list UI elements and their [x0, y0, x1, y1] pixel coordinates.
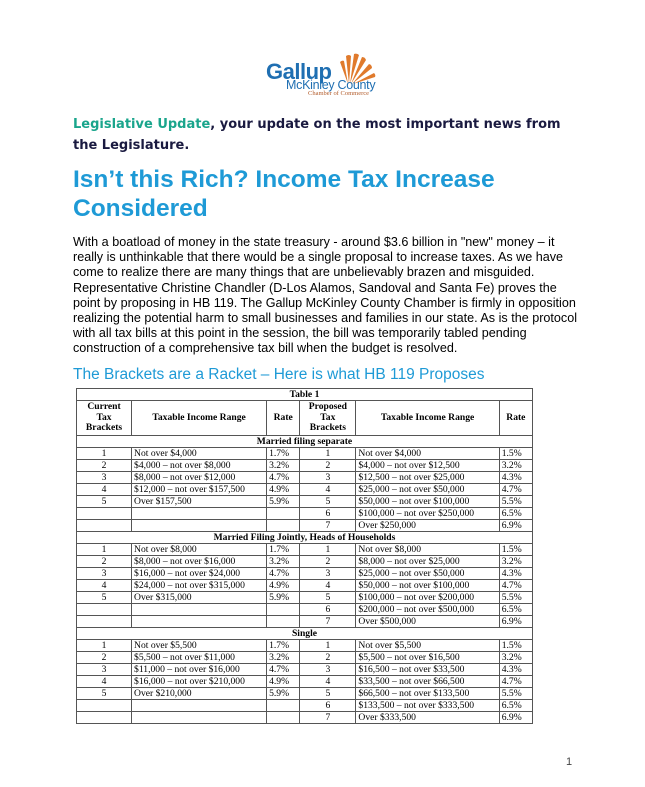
intro-highlight: Legislative Update — [73, 117, 211, 132]
table-cell: 6 — [300, 603, 356, 615]
table-cell: 2 — [300, 651, 356, 663]
table-cell: $16,000 – not over $24,000 — [132, 567, 267, 579]
table-cell: 5.9% — [267, 495, 300, 507]
table-cell: 6 — [300, 507, 356, 519]
table-cell: 6.9% — [499, 615, 532, 627]
table-row — [77, 543, 533, 555]
table-row — [77, 603, 533, 615]
table-cell — [132, 699, 267, 711]
table-cell: 6.9% — [499, 711, 532, 723]
table-cell — [132, 519, 267, 531]
table-cell: $4,000 – not over $12,500 — [356, 459, 499, 471]
table-cell: 3.2% — [499, 459, 532, 471]
table-cell: 3.2% — [267, 651, 300, 663]
table-cell — [77, 519, 132, 531]
table-cell: $12,500 – not over $25,000 — [356, 471, 499, 483]
column-header: Current Tax Brackets — [77, 401, 132, 436]
table-cell: 4.9% — [267, 675, 300, 687]
table-header-row — [77, 401, 533, 436]
table-cell: Not over $4,000 — [132, 447, 267, 459]
table-row — [77, 459, 533, 471]
table-cell: 4.7% — [499, 579, 532, 591]
table-cell: 3 — [77, 663, 132, 675]
logo-county: McKinley County — [286, 78, 376, 92]
table-cell: 7 — [300, 519, 356, 531]
table-cell: 4 — [300, 483, 356, 495]
table-cell: 5.9% — [267, 687, 300, 699]
intro-line — [73, 114, 573, 156]
table-cell: 7 — [300, 711, 356, 723]
table-cell: 3 — [300, 567, 356, 579]
table-cell: 3 — [77, 471, 132, 483]
table-cell: 5.5% — [499, 687, 532, 699]
table-cell: $8,000 – not over $16,000 — [132, 555, 267, 567]
table-cell — [77, 603, 132, 615]
table-cell — [267, 519, 300, 531]
table-cell: $50,000 – not over $100,000 — [356, 579, 499, 591]
table-cell: 3.2% — [267, 555, 300, 567]
table-cell: 5.5% — [499, 495, 532, 507]
table-cell: $11,000 – not over $16,000 — [132, 663, 267, 675]
table-cell: 3.2% — [499, 555, 532, 567]
table-row — [77, 519, 533, 531]
table-cell: 6.5% — [499, 603, 532, 615]
column-header: Rate — [499, 401, 532, 436]
table-cell: 4.3% — [499, 471, 532, 483]
table-cell: 2 — [77, 555, 132, 567]
table-cell: 4.7% — [267, 567, 300, 579]
table-cell — [77, 615, 132, 627]
table-cell: Over $315,000 — [132, 591, 267, 603]
table-cell: 3.2% — [267, 459, 300, 471]
table-cell — [267, 507, 300, 519]
section-label: Single — [77, 627, 533, 639]
table-cell: 6 — [300, 699, 356, 711]
table-cell: $25,000 – not over $50,000 — [356, 567, 499, 579]
table-cell: 4 — [300, 579, 356, 591]
table-row — [77, 663, 533, 675]
table-row — [77, 675, 533, 687]
table-row — [77, 579, 533, 591]
table-cell: 3 — [300, 471, 356, 483]
table-cell: 5 — [300, 495, 356, 507]
table-cell: 5 — [77, 495, 132, 507]
table-row — [77, 639, 533, 651]
article-body: With a boatload of money in the state treasury - around $3.6 billion in "new" money – it really is unthinkable that there would be a single proposal to increase taxes. As we have come to realize there are many things that are unbelievably brazen and misguided. Representative Christine Chandler (D-Los Alamos, Sandoval and Santa Fe) proves the point by proposing in HB 119. The Gallup McKinley County Chamber is firmly in opposition realizing the potential harm to small businesses and families in our state. As is the protocol with all tax bills at this point in the session, the bill was temporarily tabled pending construction of a comprehensive tax bill when the budget is resolved. — [73, 235, 578, 356]
section-subhead: The Brackets are a Racket – Here is what HB 119 Proposes — [73, 366, 485, 383]
table-cell: 1 — [300, 447, 356, 459]
table-cell: 1 — [300, 543, 356, 555]
table-cell: 4.3% — [499, 567, 532, 579]
table-cell: $8,000 – not over $25,000 — [356, 555, 499, 567]
table-cell: 1 — [77, 543, 132, 555]
table-row — [77, 507, 533, 519]
table-row — [77, 483, 533, 495]
table-row — [77, 615, 533, 627]
table-cell — [267, 603, 300, 615]
table-cell: 4.7% — [267, 663, 300, 675]
table-cell: 3.2% — [499, 651, 532, 663]
tax-brackets-table — [76, 388, 533, 724]
section-row — [77, 627, 533, 639]
table-row — [77, 471, 533, 483]
table-cell: 4 — [300, 675, 356, 687]
chamber-logo — [264, 52, 384, 104]
table-cell — [77, 711, 132, 723]
table-cell: 3 — [300, 663, 356, 675]
table-row — [77, 687, 533, 699]
table-cell: $12,000 – not over $157,500 — [132, 483, 267, 495]
table-cell: $100,000 – not over $200,000 — [356, 591, 499, 603]
table-cell: 4.9% — [267, 483, 300, 495]
table-cell: 4 — [77, 579, 132, 591]
table-cell: $100,000 – not over $250,000 — [356, 507, 499, 519]
table-cell: 2 — [77, 459, 132, 471]
table-cell: 1.7% — [267, 639, 300, 651]
table-cell: 1 — [77, 639, 132, 651]
section-label: Married Filing Jointly, Heads of Households — [77, 531, 533, 543]
table-cell: 5 — [300, 687, 356, 699]
table-cell: 2 — [77, 651, 132, 663]
section-row — [77, 531, 533, 543]
table-cell: 4 — [77, 675, 132, 687]
page-number: 1 — [566, 756, 573, 768]
table-cell: 2 — [300, 459, 356, 471]
table-cell: 4.7% — [499, 483, 532, 495]
table-row — [77, 591, 533, 603]
table-cell: 1.5% — [499, 543, 532, 555]
table-cell: 4.7% — [499, 675, 532, 687]
table-cell: $16,500 – not over $33,500 — [356, 663, 499, 675]
table-cell: 7 — [300, 615, 356, 627]
table-cell — [132, 507, 267, 519]
table-row — [77, 699, 533, 711]
table-cell: 4.9% — [267, 579, 300, 591]
table-cell: 6.5% — [499, 699, 532, 711]
table-cell: $133,500 – not over $333,500 — [356, 699, 499, 711]
table-cell: 6.5% — [499, 507, 532, 519]
table-cell: $16,000 – not over $210,000 — [132, 675, 267, 687]
table-cell: $66,500 – not over $133,500 — [356, 687, 499, 699]
section-row — [77, 435, 533, 447]
table-row — [77, 711, 533, 723]
table-cell: $4,000 – not over $8,000 — [132, 459, 267, 471]
table-cell: 4 — [77, 483, 132, 495]
table-cell — [132, 711, 267, 723]
table-cell: 2 — [300, 555, 356, 567]
table-cell: 5 — [300, 591, 356, 603]
table-cell: 5.5% — [499, 591, 532, 603]
table-cell: 1.5% — [499, 447, 532, 459]
table-cell: $33,500 – not over $66,500 — [356, 675, 499, 687]
table-cell: Over $210,000 — [132, 687, 267, 699]
table-cell: 4.3% — [499, 663, 532, 675]
table-cell — [77, 699, 132, 711]
table-cell — [132, 615, 267, 627]
table-row — [77, 495, 533, 507]
table-cell — [267, 699, 300, 711]
table-row — [77, 555, 533, 567]
table-cell: 5 — [77, 687, 132, 699]
table-cell: Not over $8,000 — [132, 543, 267, 555]
table-cell: 6.9% — [499, 519, 532, 531]
table-cell: 1 — [300, 639, 356, 651]
table-cell: $50,000 – not over $100,000 — [356, 495, 499, 507]
article-headline: Isn’t this Rich? Income Tax Increase Considered — [73, 166, 495, 222]
column-header: Taxable Income Range — [356, 401, 499, 436]
table-cell: $5,500 – not over $11,000 — [132, 651, 267, 663]
table-cell: Over $250,000 — [356, 519, 499, 531]
table-row — [77, 567, 533, 579]
table-cell: Over $500,000 — [356, 615, 499, 627]
logo-name: Gallup — [266, 59, 332, 84]
logo-chamber: Chamber of Commerce — [308, 90, 370, 97]
table-cell: $8,000 – not over $12,000 — [132, 471, 267, 483]
column-header: Taxable Income Range — [132, 401, 267, 436]
table-cell: $24,000 – not over $315,000 — [132, 579, 267, 591]
table-cell: Not over $4,000 — [356, 447, 499, 459]
table-cell: 3 — [77, 567, 132, 579]
table-cell: $200,000 – not over $500,000 — [356, 603, 499, 615]
table-cell — [77, 507, 132, 519]
table-cell — [267, 711, 300, 723]
table-cell: $5,500 – not over $16,500 — [356, 651, 499, 663]
table-cell: 5 — [77, 591, 132, 603]
table-cell: Over $333,500 — [356, 711, 499, 723]
table-cell: $25,000 – not over $50,000 — [356, 483, 499, 495]
table-title-row — [77, 389, 533, 401]
table-cell: Over $157,500 — [132, 495, 267, 507]
table-cell — [267, 615, 300, 627]
table-title: Table 1 — [77, 389, 533, 401]
table-cell: Not over $5,500 — [356, 639, 499, 651]
table-cell: 4.7% — [267, 471, 300, 483]
table-cell — [132, 603, 267, 615]
table-row — [77, 651, 533, 663]
column-header: Proposed Tax Brackets — [300, 401, 356, 436]
table-cell: 5.9% — [267, 591, 300, 603]
intro-rest: , your update on the most important news from the Legislature. — [73, 117, 561, 153]
column-header: Rate — [267, 401, 300, 436]
section-label: Married filing separate — [77, 435, 533, 447]
table-row — [77, 447, 533, 459]
table-cell: 1 — [77, 447, 132, 459]
table-cell: 1.5% — [499, 639, 532, 651]
table-cell: 1.7% — [267, 447, 300, 459]
table-cell: Not over $8,000 — [356, 543, 499, 555]
table-cell: 1.7% — [267, 543, 300, 555]
table-cell: Not over $5,500 — [132, 639, 267, 651]
